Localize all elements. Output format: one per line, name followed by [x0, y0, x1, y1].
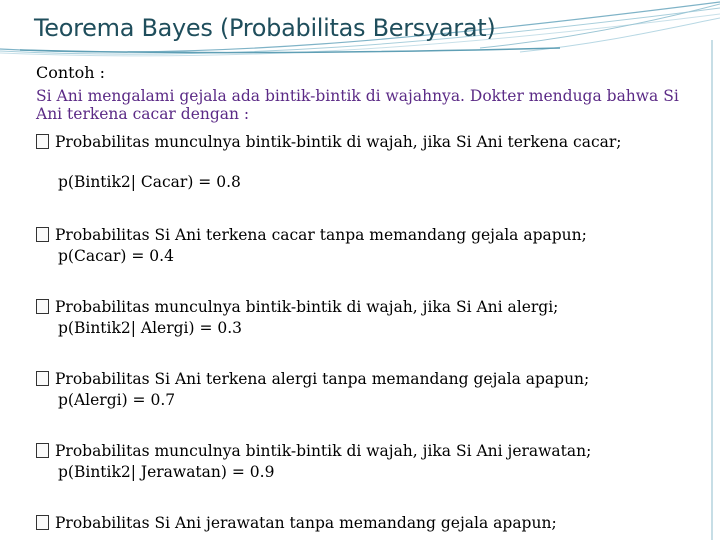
bullet-box-icon [36, 227, 49, 242]
item-text: Probabilitas Si Ani jerawatan tanpa memandang gejala apapun; [55, 514, 557, 532]
list-item [36, 369, 706, 411]
intro-paragraph: Si Ani mengalami gejala ada bintik-bintik di wajahnya. Dokter menduga bahwa Si Ani terkena cacar dengan : [36, 87, 679, 123]
bullet-box-icon [36, 443, 49, 458]
bullet-box-icon [36, 515, 49, 530]
item-formula: p(Bintik2| Alergi) = 0.3 [58, 319, 243, 337]
bullet-box-icon [36, 134, 49, 149]
probability-list [36, 132, 706, 534]
item-formula: p(Alergi) = 0.7 [58, 391, 176, 409]
item-formula: p(Bintik2| Jerawatan) = 0.9 [58, 463, 275, 481]
item-text: Probabilitas munculnya bintik-bintik di wajah, jika Si Ani terkena cacar; [55, 133, 622, 151]
item-formula: p(Bintik2| Cacar) = 0.8 [58, 173, 241, 191]
bullet-box-icon [36, 299, 49, 314]
bullet-box-icon [36, 371, 49, 386]
list-item [36, 297, 706, 339]
item-text: Probabilitas munculnya bintik-bintik di wajah, jika Si Ani alergi; [55, 298, 559, 316]
item-text: Probabilitas munculnya bintik-bintik di wajah, jika Si Ani jerawatan; [55, 442, 592, 460]
item-text: Probabilitas Si Ani terkena alergi tanpa memandang gejala apapun; [55, 370, 590, 388]
list-item [36, 441, 706, 483]
example-heading: Contoh : [36, 63, 106, 82]
slide-title: Teorema Bayes (Probabilitas Bersyarat) [34, 14, 496, 42]
item-text: Probabilitas Si Ani terkena cacar tanpa memandang gejala apapun; [55, 226, 587, 244]
list-item [36, 225, 706, 267]
item-formula: p(Cacar) = 0.4 [58, 247, 174, 265]
list-item [36, 132, 706, 193]
list-item [36, 513, 706, 534]
